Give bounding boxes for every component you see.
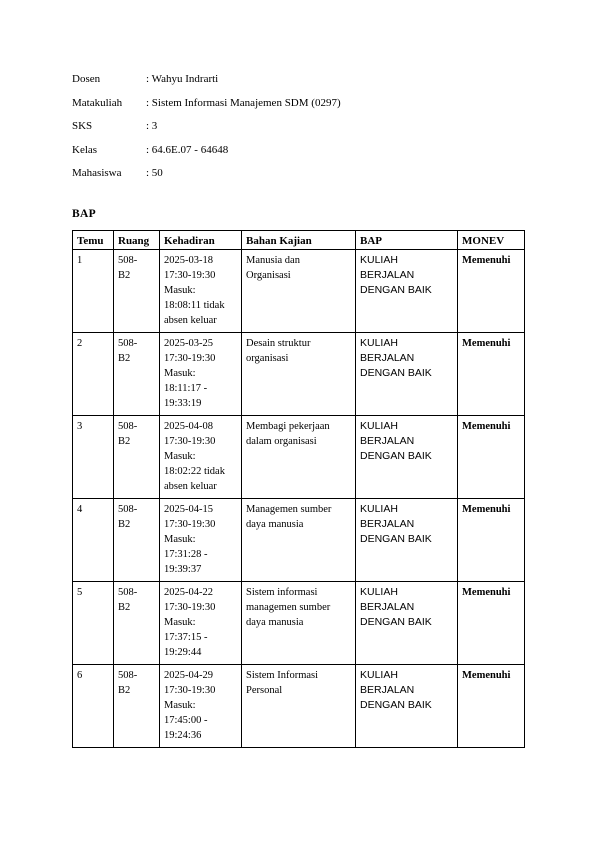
cell-bahan-kajian — [242, 499, 356, 582]
column-header-ruang: Ruang — [114, 231, 160, 250]
cell-line: 19:29:44 — [164, 647, 202, 658]
cell-monev: Memenuhi — [458, 250, 525, 333]
table-row — [73, 333, 525, 416]
cell-line: KULIAH — [360, 669, 398, 681]
cell-bap — [356, 333, 458, 416]
cell-monev: Memenuhi — [458, 582, 525, 665]
cell-line: 17:30-19:30 — [164, 519, 216, 530]
cell-line: 17:45:00 - — [164, 715, 208, 726]
cell-line: 17:30-19:30 — [164, 685, 216, 696]
table-header-row — [73, 231, 525, 250]
cell-monev: Memenuhi — [458, 416, 525, 499]
table-row — [73, 499, 525, 582]
info-value: : Sistem Informasi Manajemen SDM (0297) — [146, 96, 341, 109]
info-label: SKS — [72, 120, 93, 132]
info-value: : 64.6E.07 - 64648 — [146, 143, 229, 156]
cell-bahan-kajian — [242, 333, 356, 416]
cell-line: BERJALAN — [360, 352, 415, 364]
cell-line: 17:31:28 - — [164, 549, 208, 560]
cell-line: Masuk: — [164, 534, 196, 545]
cell-line: Manusia dan — [246, 255, 300, 266]
cell-line: Sistem Informasi — [246, 670, 319, 681]
cell-line: 18:02:22 tidak — [164, 466, 225, 477]
cell-line: KULIAH — [360, 420, 398, 432]
cell-line: Organisasi — [246, 270, 291, 281]
table-row — [73, 665, 525, 748]
cell-line: KULIAH — [360, 254, 398, 266]
cell-temu: 1 — [73, 250, 114, 333]
cell-monev: Memenuhi — [458, 665, 525, 748]
cell-line: 508- — [118, 587, 138, 598]
column-header-bap: BAP — [356, 231, 458, 250]
cell-kehadiran — [160, 499, 242, 582]
cell-line: BERJALAN — [360, 518, 415, 530]
cell-line: 19:39:37 — [164, 564, 202, 575]
column-header-monev: MONEV — [458, 231, 525, 250]
cell-kehadiran — [160, 333, 242, 416]
bap-table — [72, 230, 525, 748]
cell-monev: Memenuhi — [458, 333, 525, 416]
cell-line: BERJALAN — [360, 684, 415, 696]
cell-ruang — [114, 582, 160, 665]
cell-line: 508- — [118, 255, 138, 266]
cell-line: Masuk: — [164, 368, 196, 379]
cell-ruang — [114, 416, 160, 499]
cell-temu: 4 — [73, 499, 114, 582]
cell-line: absen keluar — [164, 315, 217, 326]
cell-line: 2025-04-15 — [164, 504, 213, 515]
cell-line: 17:30-19:30 — [164, 436, 216, 447]
cell-line: 2025-03-18 — [164, 255, 213, 266]
cell-line: B2 — [118, 353, 131, 364]
cell-monev: Memenuhi — [458, 499, 525, 582]
cell-line: B2 — [118, 602, 131, 613]
cell-line: Managemen sumber — [246, 504, 332, 515]
cell-line: B2 — [118, 270, 131, 281]
cell-line: daya manusia — [246, 617, 304, 628]
cell-line: B2 — [118, 436, 131, 447]
cell-line: 2025-04-22 — [164, 587, 213, 598]
cell-ruang — [114, 333, 160, 416]
cell-line: managemen sumber — [246, 602, 331, 613]
cell-line: DENGAN BAIK — [360, 616, 432, 628]
cell-line: B2 — [118, 519, 131, 530]
cell-line: daya manusia — [246, 519, 304, 530]
cell-kehadiran — [160, 250, 242, 333]
section-title: BAP — [72, 208, 96, 220]
cell-bap — [356, 499, 458, 582]
cell-line: KULIAH — [360, 503, 398, 515]
cell-line: 508- — [118, 421, 138, 432]
cell-ruang — [114, 250, 160, 333]
column-header-bahan-kajian: Bahan Kajian — [242, 231, 356, 250]
cell-line: 17:30-19:30 — [164, 602, 216, 613]
cell-line: DENGAN BAIK — [360, 699, 432, 711]
cell-line: organisasi — [246, 353, 289, 364]
column-header-kehadiran: Kehadiran — [160, 231, 242, 250]
cell-line: 17:30-19:30 — [164, 270, 216, 281]
cell-line: 17:30-19:30 — [164, 353, 216, 364]
cell-line: DENGAN BAIK — [360, 284, 432, 296]
cell-line: Masuk: — [164, 285, 196, 296]
cell-bahan-kajian — [242, 665, 356, 748]
table-row — [73, 416, 525, 499]
cell-temu: 2 — [73, 333, 114, 416]
info-label: Matakuliah — [72, 96, 123, 109]
info-value: : 3 — [146, 120, 158, 132]
info-value: : 50 — [146, 167, 163, 179]
cell-line: 2025-04-08 — [164, 421, 213, 432]
cell-line: Masuk: — [164, 700, 196, 711]
cell-line: 508- — [118, 670, 138, 681]
cell-ruang — [114, 665, 160, 748]
cell-line: dalam organisasi — [246, 436, 317, 447]
cell-line: 19:33:19 — [164, 398, 202, 409]
cell-line: 18:11:17 - — [164, 383, 208, 394]
cell-line: BERJALAN — [360, 269, 415, 281]
cell-bap — [356, 582, 458, 665]
cell-line: DENGAN BAIK — [360, 533, 432, 545]
column-header-temu: Temu — [73, 231, 114, 250]
cell-bahan-kajian — [242, 582, 356, 665]
cell-bahan-kajian — [242, 250, 356, 333]
cell-line: DENGAN BAIK — [360, 450, 432, 462]
cell-ruang — [114, 499, 160, 582]
info-label: Dosen — [72, 73, 101, 85]
cell-line: KULIAH — [360, 586, 398, 598]
info-label: Kelas — [72, 143, 98, 156]
table-row — [73, 250, 525, 333]
cell-bap — [356, 416, 458, 499]
cell-temu: 6 — [73, 665, 114, 748]
cell-line: absen keluar — [164, 481, 217, 492]
cell-line: Sistem informasi — [246, 587, 318, 598]
cell-kehadiran — [160, 416, 242, 499]
cell-bap — [356, 665, 458, 748]
cell-line: 19:24:36 — [164, 730, 202, 741]
cell-bap — [356, 250, 458, 333]
cell-line: Membagi pekerjaan — [246, 421, 330, 432]
cell-line: BERJALAN — [360, 435, 415, 447]
cell-line: 2025-03-25 — [164, 338, 213, 349]
cell-line: 508- — [118, 338, 138, 349]
cell-kehadiran — [160, 582, 242, 665]
info-label: Mahasiswa — [72, 167, 122, 179]
cell-line: DENGAN BAIK — [360, 367, 432, 379]
cell-line: 17:37:15 - — [164, 632, 208, 643]
cell-line: 508- — [118, 504, 138, 515]
cell-temu: 3 — [73, 416, 114, 499]
cell-line: Personal — [246, 685, 283, 696]
table-row — [73, 582, 525, 665]
cell-line: 18:08:11 tidak — [164, 300, 225, 311]
cell-temu: 5 — [73, 582, 114, 665]
cell-kehadiran — [160, 665, 242, 748]
cell-line: Desain struktur — [246, 338, 311, 349]
cell-line: 2025-04-29 — [164, 670, 213, 681]
cell-line: BERJALAN — [360, 601, 415, 613]
cell-line: KULIAH — [360, 337, 398, 349]
cell-bahan-kajian — [242, 416, 356, 499]
info-value: : Wahyu Indrarti — [146, 73, 219, 85]
cell-line: B2 — [118, 685, 131, 696]
cell-line: Masuk: — [164, 617, 196, 628]
cell-line: Masuk: — [164, 451, 196, 462]
